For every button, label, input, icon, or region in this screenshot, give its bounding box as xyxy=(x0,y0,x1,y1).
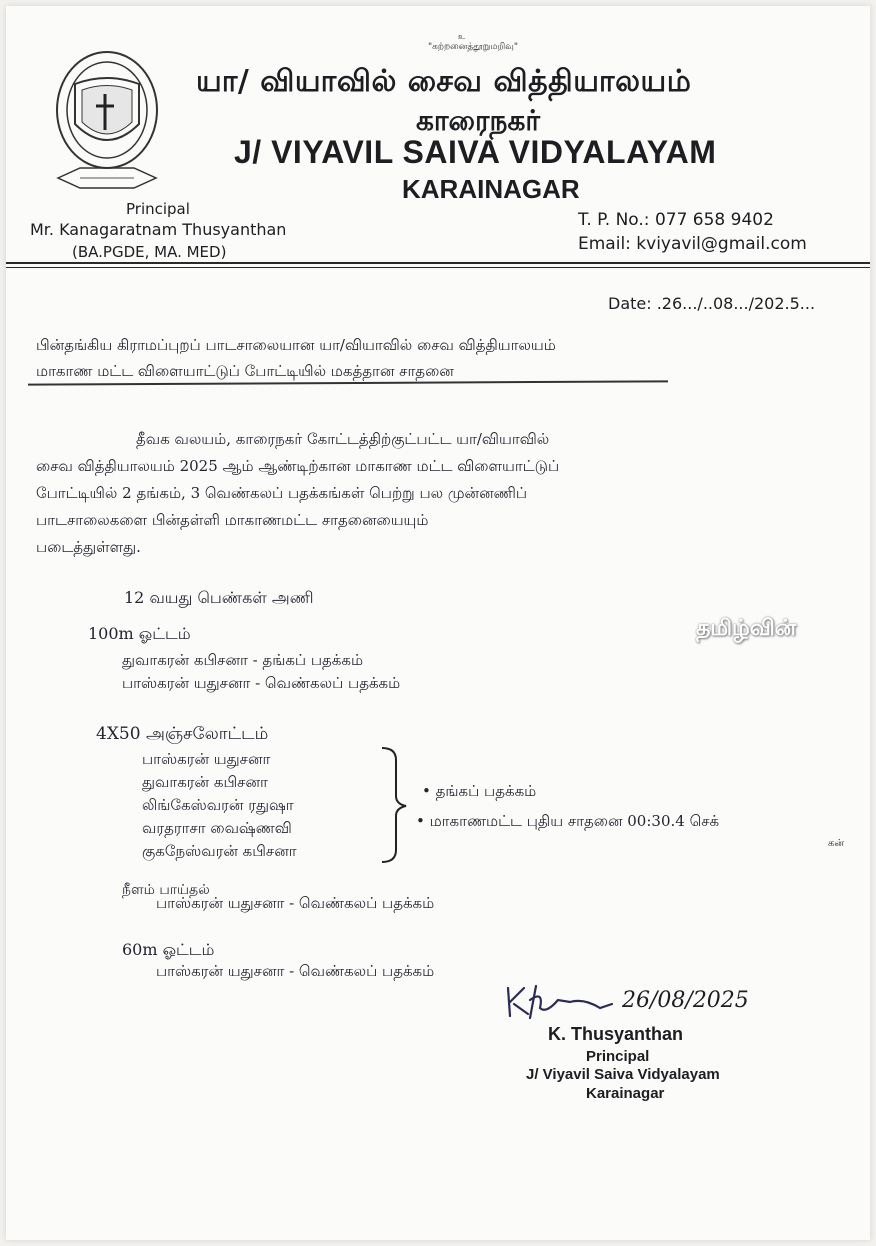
result-row: பாஸ்கரன் யதுசனா - வெண்கலப் பதக்கம் xyxy=(122,674,401,692)
school-phone: T. P. No.: 077 658 9402 xyxy=(578,210,774,230)
signatory-name: K. Thusyanthan xyxy=(548,1024,684,1044)
team-member: குகநேஸ்வரன் கபிசனா xyxy=(142,842,297,860)
school-motto: "கற்றனைத்தூறுமறிவு" xyxy=(428,42,518,52)
motto-symbol: உ xyxy=(458,32,466,41)
paragraph-line: சைவ வித்தியாலயம் 2025 ஆம் ஆண்டிற்கான மாகாண மட்ட விளையாட்டுப் xyxy=(36,457,560,475)
signatory-school: J/ Viyavil Saiva Vidyalayam xyxy=(526,1066,720,1083)
signatory-town: Karainagar xyxy=(586,1085,665,1102)
body-paragraph xyxy=(36,426,836,561)
event-name: 4X50 அஞ்சலோட்டம் xyxy=(96,724,269,744)
team-member: துவாகரன் கபிசனா xyxy=(142,773,268,791)
result-row: பாஸ்கரன் யதுசனா - வெண்கலப் பதக்கம் xyxy=(156,962,435,980)
event-name: நீளம் பாய்தல் xyxy=(122,882,210,898)
header-divider-thin xyxy=(6,267,870,268)
relay-record-tail: கன் xyxy=(828,838,845,849)
letter-date: Date: .26.../..08.../202.5... xyxy=(608,294,816,313)
result-row: துவாகரன் கபிசனா - தங்கப் பதக்கம் xyxy=(122,651,364,669)
team-member: வரதராசா வைஷ்ணவி xyxy=(142,819,292,837)
letter-title-line-2: மாகாண மட்ட விளையாட்டுப் போட்டியில் மகத்தான சாதனை xyxy=(36,362,454,380)
school-email: Email: kviyavil@gmail.com xyxy=(578,234,807,254)
watermark: தமிழ்வின் xyxy=(696,616,797,641)
school-name-tamil: யா/ வியாவில் சைவ வித்தியாலயம் xyxy=(196,64,692,99)
result-row: பாஸ்கரன் யதுசனா - வெண்கலப் பதக்கம் xyxy=(156,894,435,912)
relay-record: • மாகாணமட்ட புதிய சாதனை 00:30.4 செக் xyxy=(416,812,720,830)
event-name: 100m ஓட்டம் xyxy=(88,624,191,643)
paragraph-line: பாடசாலைகளை பின்தள்ளி மாகாணமட்ட சாதனையையும் xyxy=(36,511,429,529)
school-crest-icon xyxy=(50,44,164,196)
event-name: 60m ஓட்டம் xyxy=(122,940,215,959)
letter-page xyxy=(6,6,870,1240)
town-name-english: KARAINAGAR xyxy=(402,174,580,204)
paragraph-line: போட்டியில் 2 தங்கம், 3 வெண்கலப் பதக்கங்கள் பெற்று பல முன்னணிப் xyxy=(36,484,528,502)
team-member: லிங்கேஸ்வரன் ரதுஷா xyxy=(142,796,294,814)
letter-title-line-1: பின்தங்கிய கிராமப்புறப் பாடசாலையான யா/வியாவில் சைவ வித்தியாலயம் xyxy=(36,336,556,354)
header-divider xyxy=(6,262,870,264)
principal-label: Principal xyxy=(126,200,190,218)
relay-medal: • தங்கப் பதக்கம் xyxy=(422,782,537,800)
town-name-tamil: காரைநகர் xyxy=(416,104,541,137)
handwritten-date: 26/08/2025 xyxy=(622,988,749,1013)
school-name-english: J/ VIYAVIL SAIVA VIDYALAYAM xyxy=(234,134,717,170)
curly-brace-icon xyxy=(376,746,416,864)
category-heading: 12 வயது பெண்கள் அணி xyxy=(124,588,314,607)
paragraph-line: தீவக வலயம், காரைநகர் கோட்டத்திற்குட்பட்ட யா/வியாவில் xyxy=(136,430,550,448)
relay-team-list xyxy=(142,748,297,863)
team-member: பாஸ்கரன் யதுசனா xyxy=(142,750,271,768)
principal-name: Mr. Kanagaratnam Thusyanthan xyxy=(30,220,287,239)
principal-signature-icon xyxy=(500,978,620,1024)
signatory-title: Principal xyxy=(586,1048,650,1065)
principal-degrees: (BA.PGDE, MA. MED) xyxy=(72,243,227,261)
paragraph-line: படைத்துள்ளது. xyxy=(36,538,141,556)
